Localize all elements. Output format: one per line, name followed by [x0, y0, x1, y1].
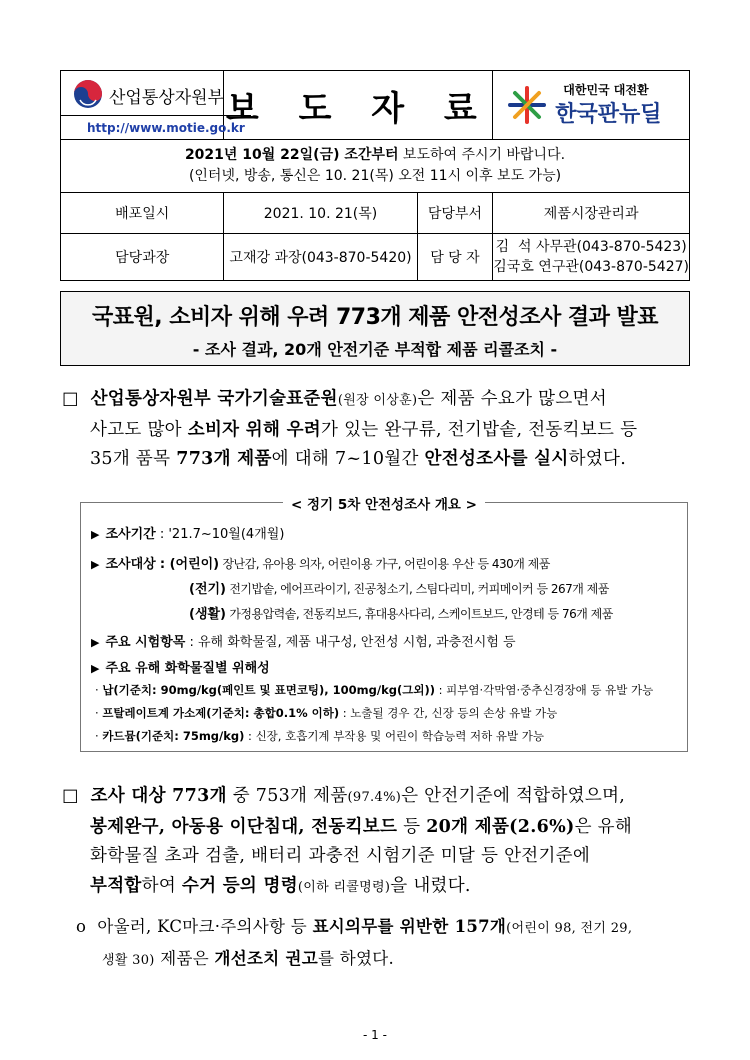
press-header-table: [60, 70, 690, 281]
p2-text: 은 유해: [574, 816, 633, 837]
ministry-name: 산업통상자원부: [109, 88, 224, 108]
p1-text: 35개 품목: [90, 449, 177, 469]
target-cat: : (어린이): [159, 557, 220, 572]
staff-1: 김 석 사무관(043-870-5423): [495, 239, 687, 255]
p2-bold: 수거 등의 명령: [181, 875, 298, 896]
embargo-note: (인터넷, 방송, 통신은 10. 21(목) 오전 11시 이후 보도 가능): [188, 168, 562, 184]
release-date-label: 배포일시: [61, 193, 224, 234]
staff-contacts: [493, 234, 690, 281]
p1-text: 하였다.: [568, 449, 627, 469]
target-elec: 전기밥솥, 에어프라이기, 진공청소기, 스팀다리미, 커피메이커 등 267개 제품: [226, 582, 609, 596]
test-label: 주요 시험항목: [105, 635, 186, 650]
p2-bold: 조사 대상 773개: [90, 786, 227, 806]
p2-text: 등: [397, 816, 427, 837]
p2-bold: 봉제완구, 아동용 이단침대, 전동킥보드: [90, 816, 398, 837]
hazard-lead-effect: : 피부염·각막염·중추신경장애 등 유발 가능: [434, 683, 654, 697]
bullet-square: □: [62, 389, 79, 409]
target-children: 장난감, 유아용 의자, 어린이용 가구, 어린이용 우산 등 430개 제품: [219, 557, 550, 571]
new-deal-tagline: 대한민국 대전환: [563, 83, 649, 97]
p2-line3: 화학물질 초과 검출, 배터리 과충전 시험기준 미달 등 안전기준에: [90, 846, 591, 866]
hazard-label: 주요 유해 화학물질별 위해성: [105, 661, 270, 676]
triangle-bullet-icon: ▶: [91, 636, 100, 649]
bullet-circle: ο: [76, 917, 87, 936]
period: : '21.7~10월(4개월): [155, 527, 285, 542]
director-label: 담당과장: [61, 234, 224, 281]
period-label: 조사기간: [105, 527, 156, 542]
p3-text: 아울러, KC마크·주의사항 등: [97, 917, 313, 936]
hazard-phthalate: 프탈레이트계 가소제(기준치: 총합0.1% 이하): [102, 706, 340, 720]
p2-bold: (2.6%): [509, 816, 575, 837]
p2-text: 을 내렸다.: [390, 875, 471, 896]
p3-bold: 표시의무를 위반한 157개: [312, 917, 507, 936]
target-cat: (생활): [189, 607, 226, 622]
taegeuk-emblem-icon: [73, 79, 103, 109]
p1-director: (원장 이상훈): [337, 393, 418, 408]
triangle-bullet-icon: ▶: [91, 528, 100, 541]
hazard-lead: 납(기준치: 90mg/kg(페인트 및 표면코팅), 100mg/kg(그외)): [102, 683, 435, 697]
embargo-notice: [61, 140, 690, 193]
p2-text: 하여: [141, 875, 182, 896]
p3-bold: 개선조치 권고: [214, 948, 318, 968]
overview-box: < 정기 5차 안전성조사 개요 > ▶ 조사기간 : '21.7~10월(4개월) ▶ 조사대상 : (어린이) 장난감, 유아용 의자, 어린이용 가구, 어린이용 우산 등 430개 제품 (전기) 전기밥솥, 에어프라이기, 진공청소기, 스팀다리미, 커피메이커 등 267개 제품 (생활) 가정용압력솥, 전동킥보드, 휴대용사다리, 스케이트보드, 안경테 등 76개 제품 ▶ 주요 시험항목 : 유해 화학물질, 제품 내구성, 안전성 시험, 과충전시험 등 ▶ 주요 유해 화학물질별 위해성 · 납(기준치: 90mg/kg(페인트 및 표면코팅), 100mg/kg(그외)) : 피부염·각막염·중추신경장애 등 유발 가능 · 프탈레이트계 가소제(기준치: 총합0.1% 이하) : 노출될 경우 간, 신장 등의 손상 유발 가능 · 카드뮴(기준치: 75mg/kg) : 신장, 호흡기계 부작용 및 어린이 학습능력 저하 유발 가능: [80, 502, 688, 752]
triangle-bullet-icon: ▶: [91, 662, 100, 675]
dept: 제품시장관리과: [493, 193, 690, 234]
p2-bold: 부적합: [90, 875, 142, 896]
hazard-cadmium-effect: : 신장, 호흡기계 부작용 및 어린이 학습능력 저하 유발 가능: [244, 729, 544, 743]
director: 고재강 과장(043-870-5420): [224, 234, 417, 281]
triangle-bullet-icon: ▶: [91, 558, 100, 571]
staff-2: 김국호 연구관(043-870-5427): [493, 259, 689, 275]
p1-text: 사고도 많아: [90, 419, 188, 440]
headline-subtitle: - 조사 결과, 20개 안전기준 부적합 제품 리콜조치 -: [192, 340, 558, 359]
paragraph-2: [62, 782, 702, 902]
p3-text: 제품은: [154, 948, 215, 968]
p2-bold: 20개 제품: [426, 816, 510, 837]
korean-new-deal-logo: [493, 71, 690, 140]
headline-box: [60, 291, 690, 366]
test-items: : 유해 화학물질, 제품 내구성, 안전성 시험, 과충전시험 등: [185, 635, 516, 650]
p2-text: 은 안전기준에 적합하였으며,: [401, 786, 626, 806]
target-life: 가정용압력솥, 전동킥보드, 휴대용사다리, 스케이트보드, 안경테 등 76개 제품: [226, 607, 613, 621]
embargo-text: 보도하여 주시기 바랍니다.: [398, 147, 566, 163]
p1-text: 가 있는 완구류, 전기밥솥, 전동킥보드 등: [321, 419, 638, 440]
p1-bold: 773개 제품: [176, 449, 272, 469]
target-label: 조사대상: [105, 557, 156, 572]
p3-small: 생활 30): [102, 952, 155, 968]
ministry-website-link[interactable]: http://www.motie.go.kr: [87, 121, 245, 135]
p2-text: 중 753개 제품: [226, 786, 348, 806]
bullet-square: □: [62, 786, 79, 806]
p3-text: 를 하였다.: [317, 948, 395, 968]
p1-bold: 안전성조사를 실시: [424, 449, 569, 469]
p1-agency: 산업통상자원부 국가기술표준원: [90, 389, 338, 409]
doc-title: 보 도 자 료: [224, 71, 493, 140]
paragraph-1: [62, 385, 702, 475]
p2-small: (이하 리콜명령): [297, 879, 391, 895]
p1-bold: 소비자 위해 우려: [187, 419, 321, 440]
paragraph-3: [76, 912, 700, 975]
embargo-date: 2021년 10월 22일(금) 조간부터: [184, 147, 399, 163]
new-deal-name: 한국판뉴딜: [555, 102, 662, 127]
hazard-phthalate-effect: : 노출될 경우 간, 신장 등의 손상 유발 가능: [339, 706, 558, 720]
p1-text: 에 대해 7~10월간: [271, 449, 425, 469]
release-date: 2021. 10. 21(목): [224, 193, 417, 234]
page-number: - 1 -: [363, 1028, 387, 1042]
target-cat: (전기): [189, 582, 226, 597]
ministry-logo-cell: [61, 71, 245, 140]
headline-title: 국표원, 소비자 위해 우려 773개 제품 안전성조사 결과 발표: [91, 305, 659, 330]
p3-small: (어린이 98, 전기 29,: [506, 921, 633, 936]
new-deal-star-icon: [507, 85, 547, 125]
p2-small: (97.4%): [347, 790, 402, 805]
overview-title: < 정기 5차 안전성조사 개요 >: [283, 497, 485, 513]
dept-label: 담당부서: [417, 193, 493, 234]
p1-text: 은 제품 수요가 많으면서: [417, 389, 607, 409]
hazard-cadmium: 카드뮴(기준치: 75mg/kg): [102, 729, 245, 743]
staff-label: 담 당 자: [417, 234, 493, 281]
